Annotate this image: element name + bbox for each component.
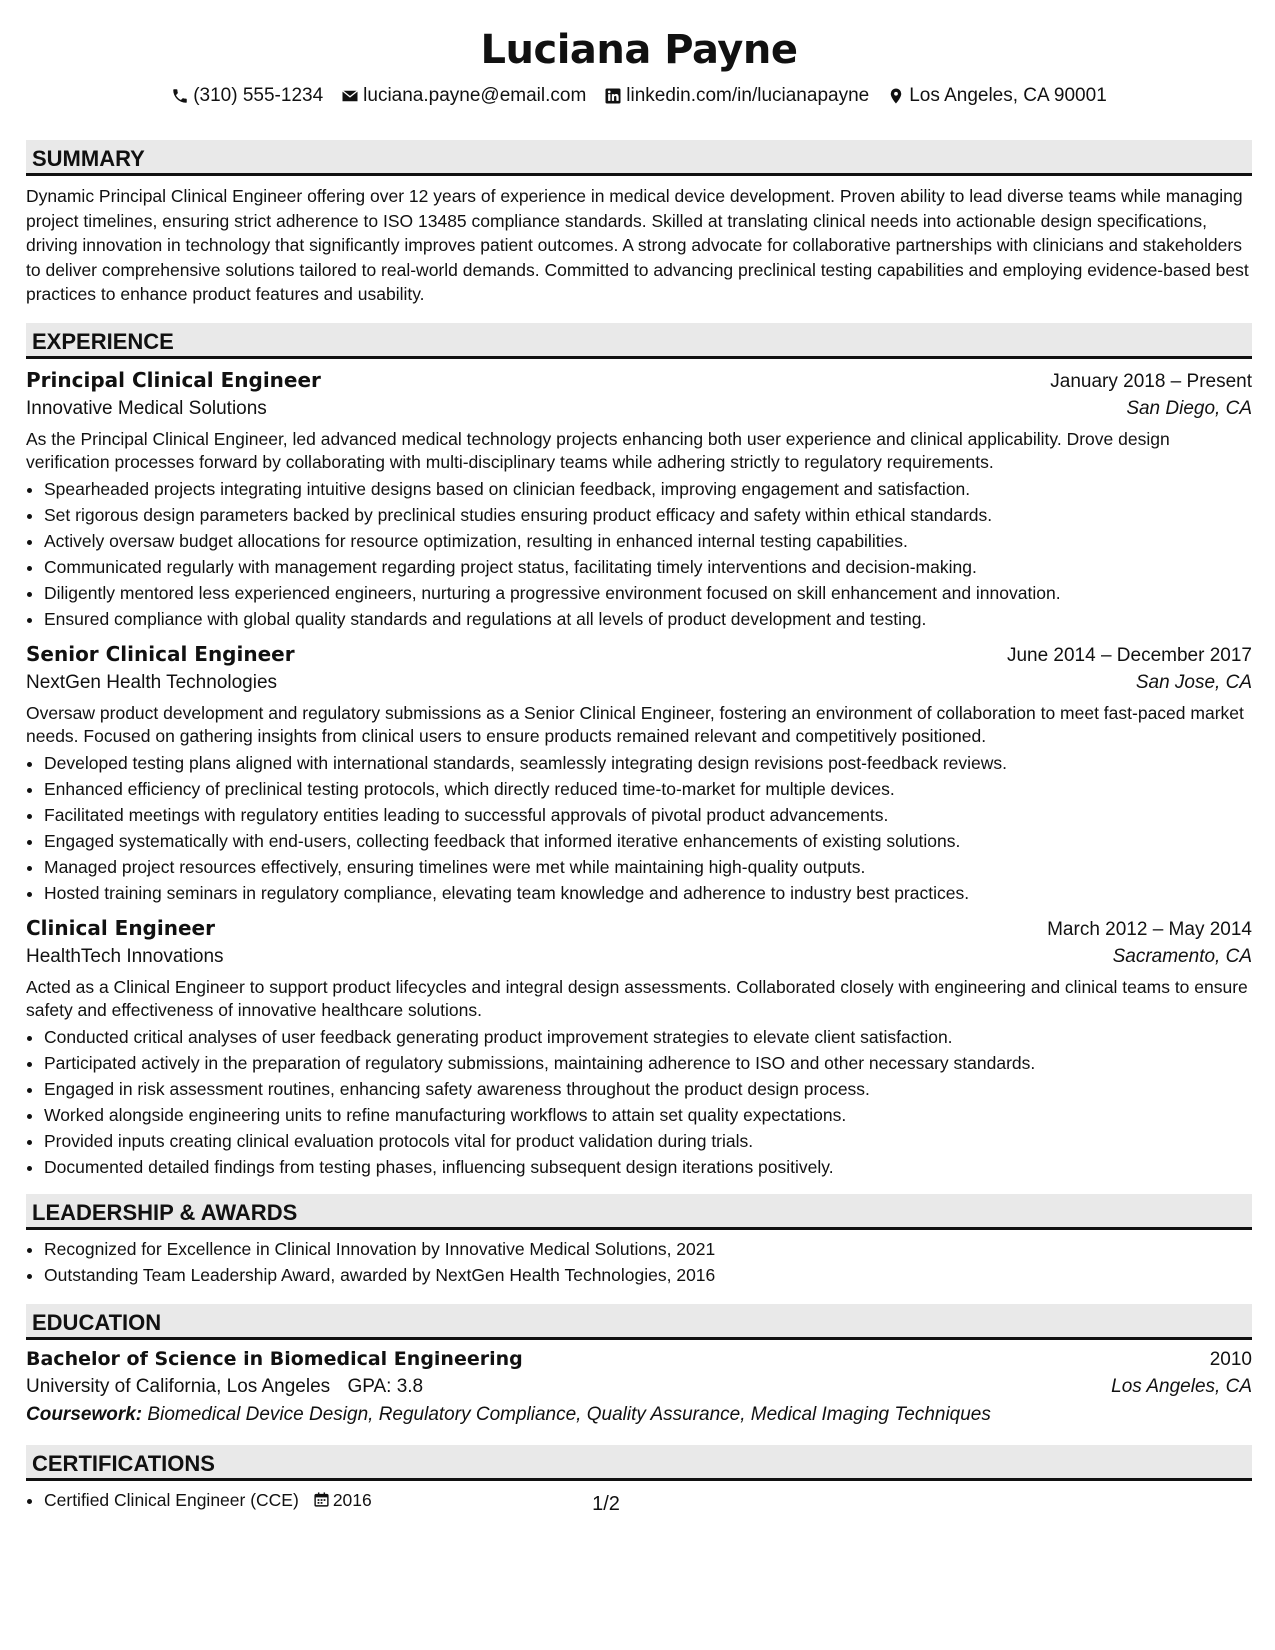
list-item: • Worked alongside engineering units to refine manufacturing workflows to attain set quality expectations.	[44, 1102, 1252, 1128]
job-location: Sacramento, CA	[1112, 945, 1252, 967]
email-text[interactable]: luciana.payne@email.com	[363, 85, 587, 106]
job-entry	[26, 642, 1252, 906]
gpa-text: GPA: 3.8	[347, 1375, 424, 1397]
school-location: Los Angeles, CA	[1111, 1375, 1252, 1397]
job-dates: March 2012 – May 2014	[1047, 918, 1252, 940]
list-item: • Set rigorous design parameters backed by preclinical studies ensuring product efficacy and safety within ethical standards.	[44, 502, 1252, 528]
page-number: 1/2	[592, 1493, 620, 1515]
list-item: • Engaged systematically with end-users, collecting feedback that informed iterative enhancements of existing solutions.	[44, 828, 1252, 854]
phone-text: (310) 555-1234	[193, 85, 324, 106]
job-description: As the Principal Clinical Engineer, led advanced medical technology projects enhancing both user experience and clinical applicability. Drove design verification processes forward by collaborating with multi-disciplinary teams while adhering strictly to regulatory requirements.	[26, 428, 1170, 472]
coursework-text: Biomedical Device Design, Regulatory Compliance, Quality Assurance, Medical Imaging Techniques	[147, 1403, 991, 1425]
coursework-line	[26, 1404, 1252, 1426]
contact-phone	[171, 85, 323, 107]
resume-page	[26, 22, 1252, 1513]
list-item: • Recognized for Excellence in Clinical Innovation by Innovative Medical Solutions, 2021	[44, 1236, 1252, 1262]
list-item: • Outstanding Team Leadership Award, awarded by NextGen Health Technologies, 2016	[44, 1262, 1252, 1288]
map-pin-icon	[887, 87, 905, 105]
list-item: • Provided inputs creating clinical evaluation protocols vital for product validation during trials.	[44, 1128, 1252, 1154]
list-item: • Diligently mentored less experienced engineers, nurturing a progressive environment focused on skill enhancement and innovation.	[44, 580, 1252, 606]
envelope-icon	[341, 87, 359, 105]
job-title: Clinical Engineer	[26, 915, 215, 940]
certifications-heading: CERTIFICATIONS	[26, 1445, 1252, 1481]
list-item: • Hosted training seminars in regulatory compliance, elevating team knowledge and adherence to industry best practices.	[44, 880, 1252, 906]
education-entry	[26, 1348, 1252, 1426]
job-title: Senior Clinical Engineer	[26, 641, 295, 666]
job-entry	[26, 916, 1252, 1180]
coursework-label: Coursework:	[26, 1403, 143, 1425]
cert-name: • Certified Clinical Engineer (CCE)	[44, 1489, 299, 1510]
location-text: Los Angeles, CA 90001	[909, 85, 1107, 106]
list-item: • Facilitated meetings with regulatory entities leading to successful approvals of pivotal product advancements.	[44, 802, 1252, 828]
job-entry	[26, 368, 1252, 632]
awards-heading: LEADERSHIP & AWARDS	[26, 1194, 1252, 1230]
list-item: • Conducted critical analyses of user feedback generating product improvement strategies to elevate client satisfaction.	[44, 1024, 1252, 1050]
linkedin-icon	[604, 87, 622, 105]
summary-heading: SUMMARY	[26, 140, 1252, 176]
contact-email[interactable]	[341, 85, 586, 107]
job-description: Acted as a Clinical Engineer to support product lifecycles and integral design assessments. Collaborated closely with engineering and clinical teams to ensure safety and effectiveness of innovative healthcare solutions.	[26, 976, 1248, 1020]
contact-linkedin[interactable]	[604, 85, 869, 107]
summary-text: Dynamic Principal Clinical Engineer offering over 12 years of experience in medical device development. Proven ability to lead diverse teams while managing project timelines, ensuring strict adherence to ISO 13485 compliance standards. Skilled at translating clinical needs into actionable design specifications, driving innovation in technology that significantly improves patient outcomes. A strong advocate for collaborative partnerships with clinicians and stakeholders to deliver comprehensive solutions tailored to real-world demands. Committed to advancing preclinical testing capabilities and employing evidence-based best practices to enhance product features and usability.	[26, 186, 1249, 304]
job-title: Principal Clinical Engineer	[26, 367, 321, 392]
list-item: • Ensured compliance with global quality standards and regulations at all levels of product development and testing.	[44, 606, 1252, 632]
experience-heading: EXPERIENCE	[26, 323, 1252, 359]
list-item: • Enhanced efficiency of preclinical testing protocols, which directly reduced time-to-market for multiple devices.	[44, 776, 1252, 802]
job-location: San Jose, CA	[1135, 671, 1252, 693]
job-dates: June 2014 – December 2017	[1006, 644, 1252, 666]
education-heading: EDUCATION	[26, 1304, 1252, 1340]
job-location: San Diego, CA	[1126, 397, 1252, 419]
list-item: • Managed project resources effectively, ensuring timelines were met while maintaining high-quality outputs.	[44, 854, 1252, 880]
phone-icon	[171, 87, 189, 105]
linkedin-text[interactable]: linkedin.com/in/lucianapayne	[626, 85, 870, 106]
candidate-name: Luciana Payne	[480, 27, 798, 73]
job-description: Oversaw product development and regulatory submissions as a Senior Clinical Engineer, fostering an environment of collaboration to meet fast-paced market needs. Focused on gathering insights from clinical users to ensure products remained relevant and competitively positioned.	[26, 702, 1244, 746]
list-item: • Communicated regularly with management regarding project status, facilitating timely interventions and decision-making.	[44, 554, 1252, 580]
job-bullets	[26, 476, 1252, 632]
list-item: • Engaged in risk assessment routines, enhancing safety awareness throughout the product design process.	[44, 1076, 1252, 1102]
degree-title: Bachelor of Science in Biomedical Engineering	[26, 1347, 523, 1370]
list-item: • Developed testing plans aligned with international standards, seamlessly integrating design revisions post-feedback reviews.	[44, 750, 1252, 776]
job-company: Innovative Medical Solutions	[26, 397, 267, 419]
list-item: • Participated actively in the preparation of regulatory submissions, maintaining adherence to ISO and other necessary standards.	[44, 1050, 1252, 1076]
job-bullets	[26, 750, 1252, 906]
list-item: • Documented detailed findings from testing phases, influencing subsequent design iterations positively.	[44, 1154, 1252, 1180]
list-item: • Spearheaded projects integrating intuitive designs based on clinician feedback, improving engagement and satisfaction.	[44, 476, 1252, 502]
contact-location	[887, 85, 1107, 107]
list-item: • Actively oversaw budget allocations for resource optimization, resulting in enhanced internal testing capabilities.	[44, 528, 1252, 554]
job-company: HealthTech Innovations	[26, 945, 224, 967]
awards-list	[26, 1236, 1252, 1288]
job-dates: January 2018 – Present	[1050, 370, 1252, 392]
school-name: University of California, Los Angeles	[26, 1375, 331, 1397]
cert-year: 2016	[332, 1489, 372, 1510]
job-bullets	[26, 1024, 1252, 1180]
job-company: NextGen Health Technologies	[26, 671, 278, 693]
contact-bar	[26, 84, 1252, 108]
graduation-year: 2010	[1209, 1348, 1252, 1370]
